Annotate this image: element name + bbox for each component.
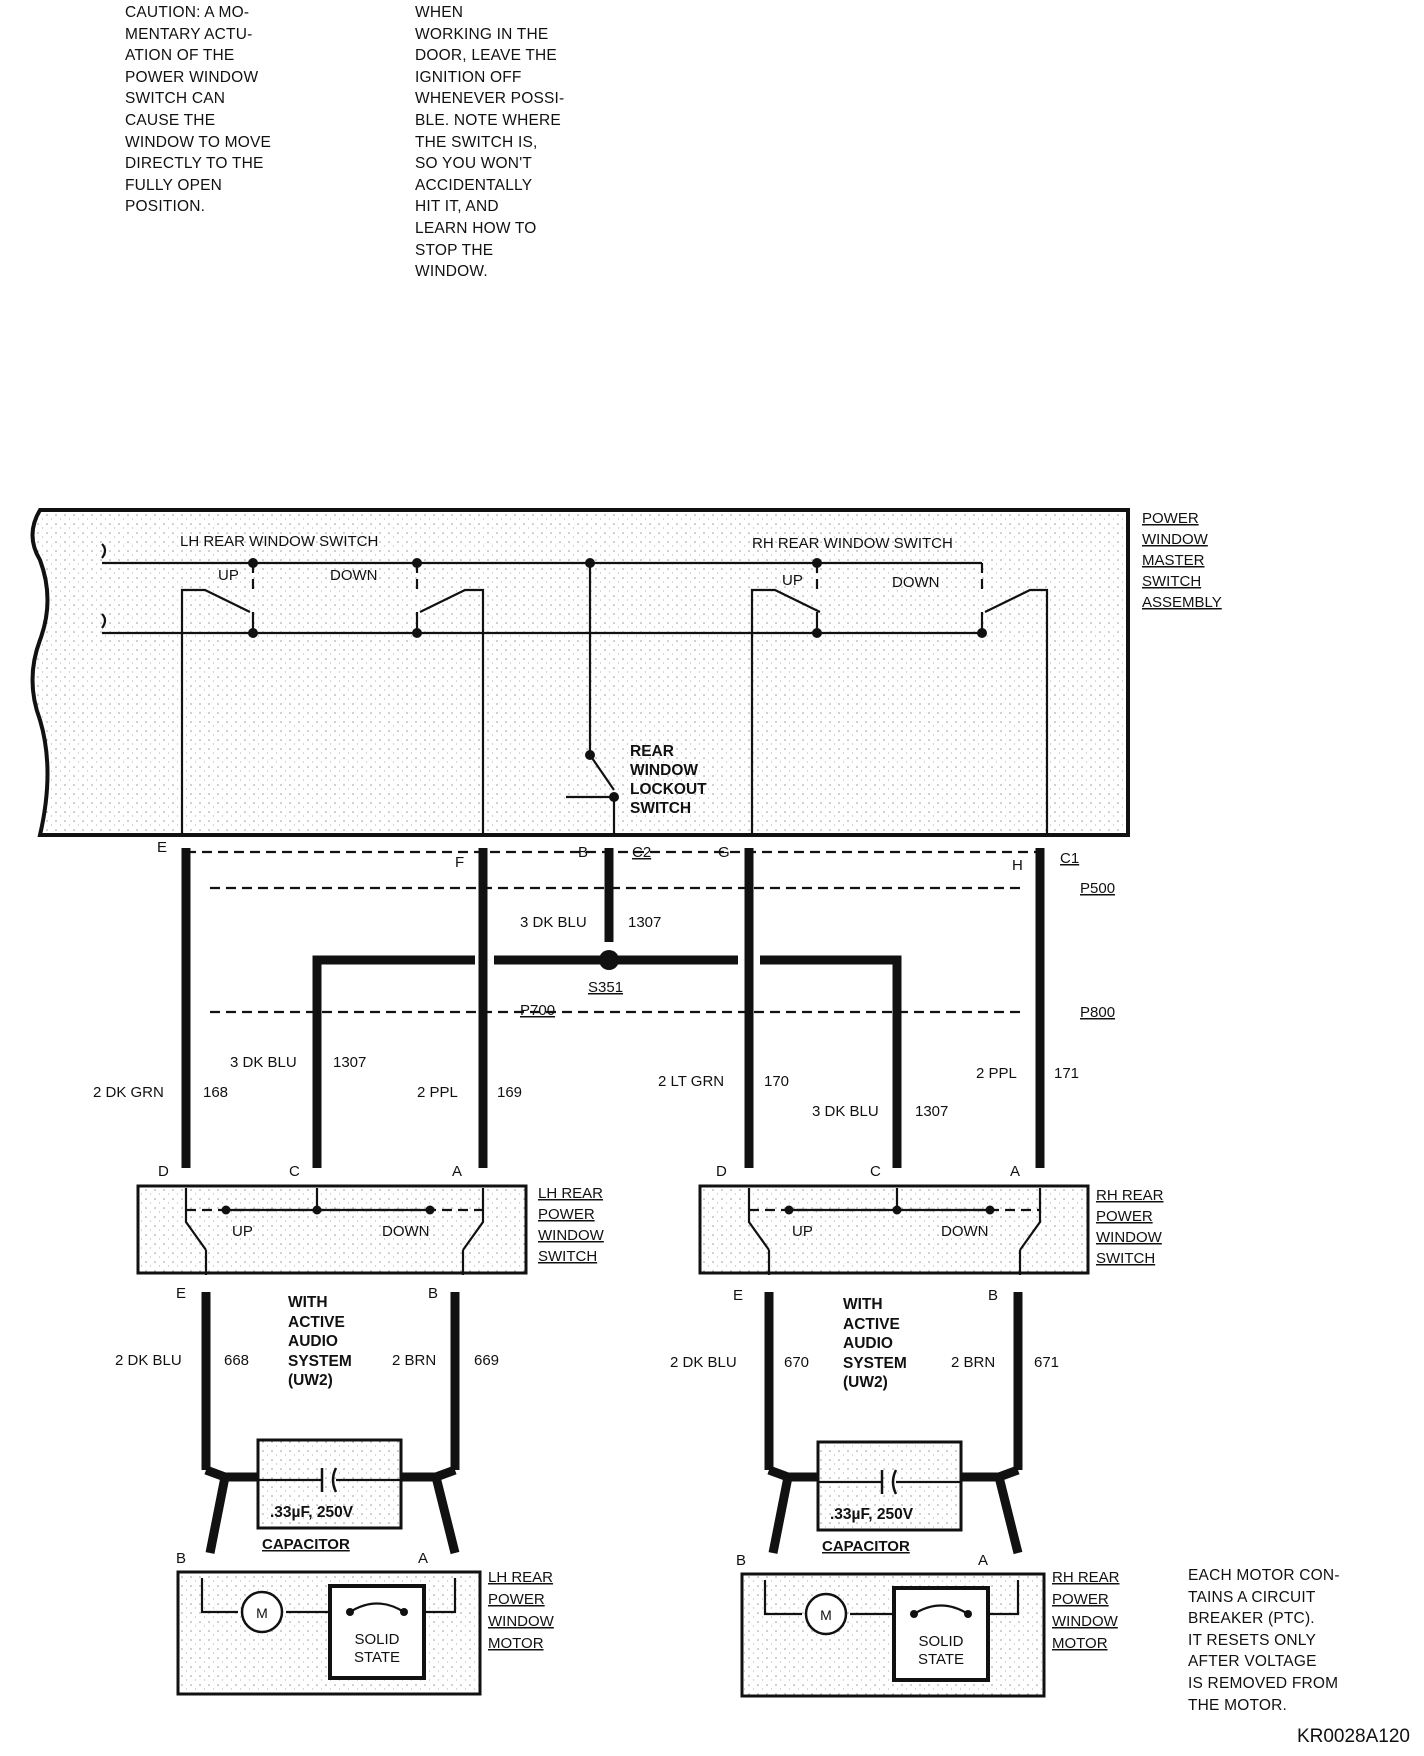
rh-switch-pin-a: A xyxy=(1010,1163,1021,1180)
ptc-note: EACH MOTOR CON- TAINS A CIRCUIT BREAKER (PTC). IT RESETS ONLY AFTER VOLTAGE IS REMOVED FROM THE MOTOR. xyxy=(1188,1567,1340,1714)
lockout-label-4: SWITCH xyxy=(630,800,692,817)
lh-motor-pin-a: A xyxy=(418,1550,429,1567)
rh-audio-4: SYSTEM xyxy=(843,1355,907,1372)
lockout-label-1: REAR xyxy=(630,743,674,760)
lh-lower-pin-e: E xyxy=(176,1285,187,1302)
rh-solid-state-2: STATE xyxy=(917,1651,965,1668)
lockout-label-2: WINDOW xyxy=(630,762,699,779)
wire-color-3dkblu-lh: 3 DK BLU xyxy=(230,1054,297,1071)
rh-lower-pin-e: E xyxy=(733,1287,744,1304)
rh-rear-motor xyxy=(742,1574,1044,1696)
rh-up-label: UP xyxy=(782,572,803,589)
rh-audio-2: ACTIVE xyxy=(843,1316,900,1333)
rh-audio-1: WITH xyxy=(843,1296,883,1313)
caution-note-right: WHEN WORKING IN THE DOOR, LEAVE THE IGNITION OFF WHENEVER POSSI- BLE. NOTE WHERE THE SWITCH IS, SO YOU WON'T ACCIDENTALLY HIT IT, AND LEARN HOW TO STOP THE WINDOW. xyxy=(415,4,565,281)
wire-circuit-1307-top: 1307 xyxy=(628,914,662,931)
rh-switch-label-4: SWITCH xyxy=(1096,1250,1156,1267)
rh-motor-label-2: POWER xyxy=(1052,1591,1109,1608)
rh-audio-5: (UW2) xyxy=(843,1374,888,1391)
lh-capacitor-label: CAPACITOR xyxy=(262,1536,350,1553)
lh-motor-label-1: LH REAR xyxy=(488,1569,554,1586)
lh-motor-label-3: WINDOW xyxy=(488,1613,554,1630)
wire-circuit-670: 670 xyxy=(784,1354,810,1371)
wire-color-3dkblu-rh: 3 DK BLU xyxy=(812,1103,879,1120)
lh-motor-pin-b: B xyxy=(176,1550,187,1567)
wire-color-2brn-rh: 2 BRN xyxy=(951,1354,996,1371)
rh-capacitor-value: .33µF, 250V xyxy=(830,1506,914,1523)
lh-rear-switch xyxy=(138,1186,526,1275)
rh-motor-label-4: MOTOR xyxy=(1052,1635,1108,1652)
wire-circuit-1307-lh: 1307 xyxy=(333,1054,367,1071)
lh-switch-label-1: LH REAR xyxy=(538,1185,604,1202)
lh-switch-label-2: POWER xyxy=(538,1206,595,1223)
lh-solid-state-1: SOLID xyxy=(354,1631,400,1648)
rh-motor-label-3: WINDOW xyxy=(1052,1613,1118,1630)
lh-down-label: DOWN xyxy=(330,567,378,584)
lh-up-label: UP xyxy=(218,567,239,584)
wire-color-2ppl-rh: 2 PPL xyxy=(976,1065,1017,1082)
wire-color-2ltgrn: 2 LT GRN xyxy=(658,1073,725,1090)
rh-capacitor-label: CAPACITOR xyxy=(822,1538,910,1555)
lh-capacitor-value: .33µF, 250V xyxy=(270,1504,354,1521)
master-label-5: ASSEMBLY xyxy=(1142,594,1222,611)
lh-switch-label-4: SWITCH xyxy=(538,1248,598,1265)
wire-circuit-168: 168 xyxy=(203,1084,229,1101)
connector-p500: P500 xyxy=(1080,880,1116,897)
lh-switch-up: UP xyxy=(232,1223,253,1240)
rh-switch-up: UP xyxy=(792,1223,813,1240)
lh-switch-pin-a: A xyxy=(452,1163,463,1180)
lh-switch-label-3: WINDOW xyxy=(538,1227,604,1244)
lh-switch-pin-d: D xyxy=(158,1163,169,1180)
pin-g-top: G xyxy=(718,844,730,861)
wire-color-2dkgrn: 2 DK GRN xyxy=(93,1084,164,1101)
lh-audio-3: AUDIO xyxy=(288,1333,338,1350)
wire-circuit-171: 171 xyxy=(1054,1065,1080,1082)
connector-c2: C2 xyxy=(632,844,652,861)
wire-color-2dkblu-rh: 2 DK BLU xyxy=(670,1354,737,1371)
pin-e-top: E xyxy=(157,839,168,856)
pin-b-top: B xyxy=(578,844,589,861)
caution-note-left: CAUTION: A MO- MENTARY ACTU- ATION OF THE POWER WINDOW SWITCH CAN CAUSE THE WINDOW TO MOVE DIRECTLY TO THE FULLY OPEN POSITION. xyxy=(125,4,272,216)
master-label-2: WINDOW xyxy=(1142,531,1208,548)
rh-audio-3: AUDIO xyxy=(843,1335,893,1352)
rh-rear-switch xyxy=(700,1186,1088,1275)
master-switch-assembly xyxy=(33,510,1129,835)
splice-s351: S351 xyxy=(588,979,624,996)
lh-rear-motor xyxy=(178,1572,480,1694)
rh-solid-state-1: SOLID xyxy=(918,1633,964,1650)
wire-color-2brn-lh: 2 BRN xyxy=(392,1352,437,1369)
lh-audio-1: WITH xyxy=(288,1294,328,1311)
wire-color-2ppl-lh: 2 PPL xyxy=(417,1084,458,1101)
rh-switch-down: DOWN xyxy=(941,1223,989,1240)
rh-motor-label-1: RH REAR xyxy=(1052,1569,1120,1586)
wire-circuit-169: 169 xyxy=(497,1084,523,1101)
rh-motor-pin-b: B xyxy=(736,1552,747,1569)
rh-switch-label-3: WINDOW xyxy=(1096,1229,1162,1246)
lh-switch-down: DOWN xyxy=(382,1223,430,1240)
lh-solid-state-2: STATE xyxy=(353,1649,401,1666)
master-label-3: MASTER xyxy=(1142,552,1205,569)
connector-c1: C1 xyxy=(1060,850,1080,867)
harness-wires xyxy=(186,848,1040,1168)
wire-circuit-671: 671 xyxy=(1034,1354,1060,1371)
master-label-1: POWER xyxy=(1142,510,1199,527)
rh-switch-pin-c: C xyxy=(870,1163,881,1180)
rh-motor-symbol: M xyxy=(820,1607,832,1623)
wire-color-3dkblu-top: 3 DK BLU xyxy=(520,914,587,931)
rh-switch-pin-d: D xyxy=(716,1163,727,1180)
catalog-number: KR0028A120 xyxy=(1296,1726,1410,1747)
wire-circuit-170: 170 xyxy=(764,1073,790,1090)
wire-circuit-668: 668 xyxy=(224,1352,250,1369)
lh-motor-symbol: M xyxy=(256,1605,268,1621)
rh-switch-label-1: RH REAR xyxy=(1096,1187,1164,1204)
lockout-label-3: LOCKOUT xyxy=(630,781,707,798)
pin-f-top: F xyxy=(455,854,465,871)
lh-window-switch-label: LH REAR WINDOW SWITCH xyxy=(180,533,379,550)
rh-window-switch-label: RH REAR WINDOW SWITCH xyxy=(752,535,953,552)
connector-p700: P700 xyxy=(520,1002,556,1019)
lh-audio-4: SYSTEM xyxy=(288,1353,352,1370)
master-label-4: SWITCH xyxy=(1142,573,1202,590)
connector-p800: P800 xyxy=(1080,1004,1116,1021)
pin-h-top: H xyxy=(1012,857,1023,874)
rh-switch-label-2: POWER xyxy=(1096,1208,1153,1225)
lh-audio-2: ACTIVE xyxy=(288,1314,345,1331)
rh-lower-pin-b: B xyxy=(988,1287,999,1304)
lh-lower-pin-b: B xyxy=(428,1285,439,1302)
lh-audio-5: (UW2) xyxy=(288,1372,333,1389)
rh-motor-pin-a: A xyxy=(978,1552,989,1569)
wire-circuit-1307-rh: 1307 xyxy=(915,1103,949,1120)
wire-color-2dkblu-lh: 2 DK BLU xyxy=(115,1352,182,1369)
rh-down-label: DOWN xyxy=(892,574,940,591)
lh-motor-label-2: POWER xyxy=(488,1591,545,1608)
wire-circuit-669: 669 xyxy=(474,1352,500,1369)
lh-switch-pin-c: C xyxy=(289,1163,300,1180)
lh-motor-label-4: MOTOR xyxy=(488,1635,544,1652)
